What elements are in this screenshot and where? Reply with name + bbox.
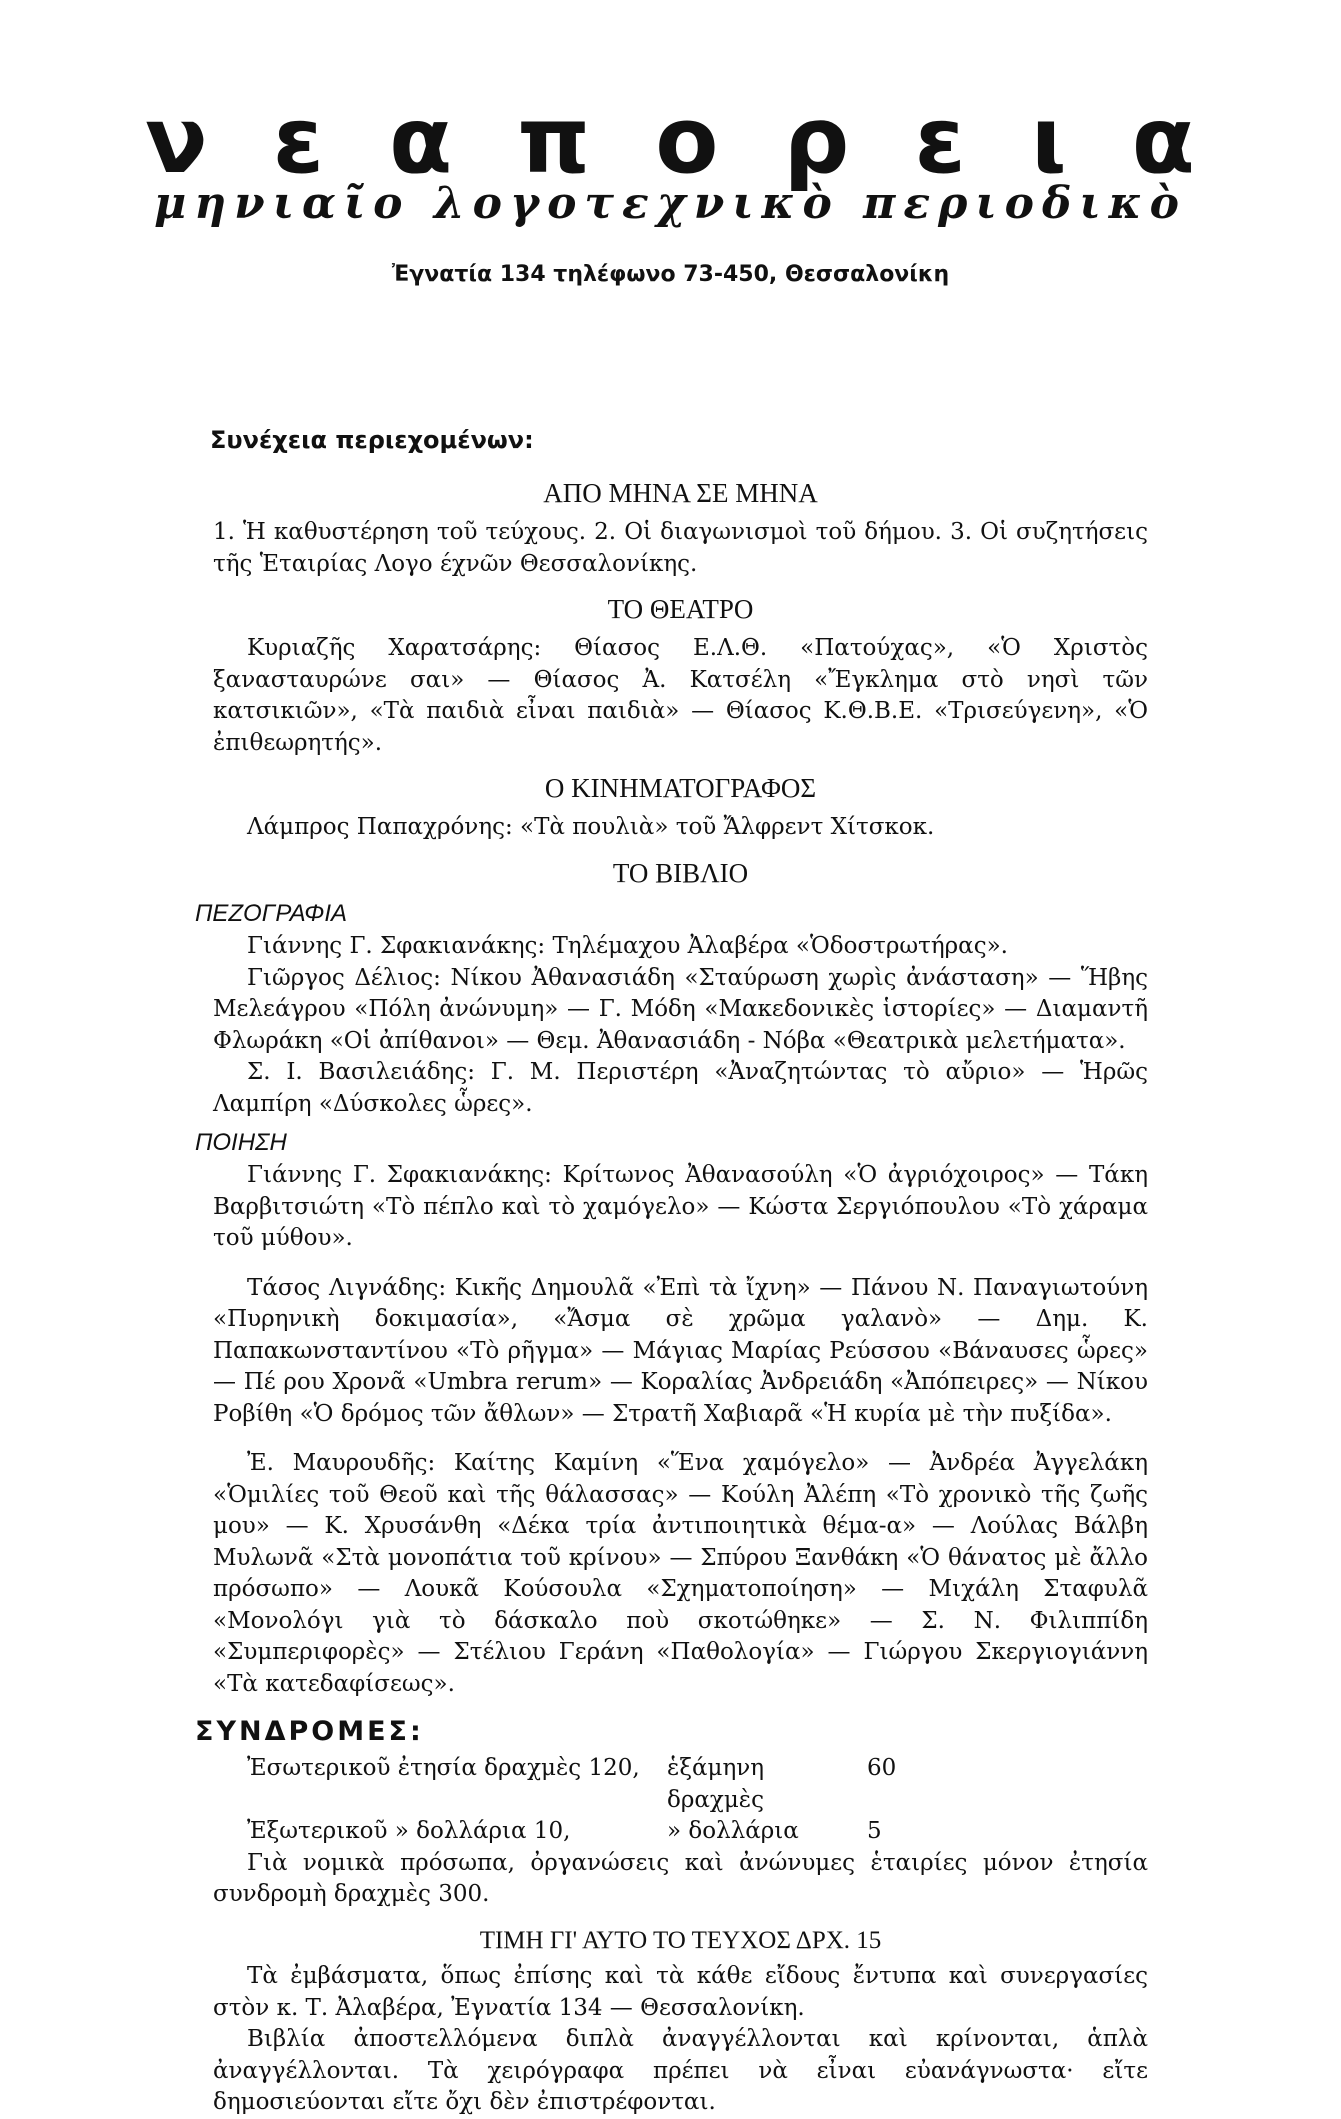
review-entry: Γιάννης Γ. Σφακιανάκης: Τηλέμαχου Ἀλαβέρα «Ὁδοστρωτήρας». <box>247 933 1008 960</box>
section-text-theatre: Κυριαζῆς Χαρατσάρης: Θίασος Ε.Λ.Θ. «Πατούχας», «Ὁ Χριστὸς ξανασταυρώνε σαι» — Θίασος Ἀ. Κατσέλη «Ἔγκλημα στὸ νησὶ τῶν κατσικιῶν», «Τὰ παιδιὰ εἶναι παιδιὰ» — Θίασος Κ.Θ.Β.Ε. «Τρισεύγενη», «Ὁ ἐπιθεωρητής». <box>213 635 1148 756</box>
section-text-cinema: Λάμπρος Παπαχρόνης: «Τὰ πουλιὰ» τοῦ Ἄλφρεντ Χίτσκοκ. <box>247 814 935 841</box>
review-entry: Τάσος Λιγνάδης: Κικῆς Δημουλᾶ «Ἐπὶ τὰ ἴχνη» — Πάνου Ν. Παναγιωτούνη «Πυρηνικὴ δοκιμασία», «Ἄσμα σὲ χρῶμα γαλανὸ» — Δημ. Κ. Παπακωνσταντίνου «Τὸ ρῆγμα» — Μάγιας Μαρίας Ρεύσσου «Βάναυσες ὧρες» — Πέ ρου Χρονᾶ «Umbra rerum» — Κοραλίας Ἀνδρειάδη «Ἀπόπειρες» — Νίκου Ροβίθη «Ὁ δρόμος τῶν ἄθλων» — Στρατῆ Χαβιαρᾶ «Ἡ κυρία μὲ τὴν πυξίδα». <box>213 1274 1148 1427</box>
genre-heading-poetry: ΠΟΙΗΣΗ <box>195 1129 287 1157</box>
subscription-half-label: » δολλάρια <box>667 1818 799 1845</box>
subscription-half-value: 5 <box>867 1818 882 1845</box>
review-entry: Σ. Ι. Βασιλειάδης: Γ. Μ. Περιστέρη «Ἀναζητώντας τὸ αὔριο» — Ἡρῶς Λαμπίρη «Δύσκολες ὧρες». <box>213 1059 1148 1117</box>
masthead-address: Ἐγνατία 134 τηλέφωνο 73-450, Θεσσαλονίκη <box>391 262 950 287</box>
subscription-note: Γιὰ νομικὰ πρόσωπα, ὀργανώσεις καὶ ἀνώνυμες ἑταιρίες μόνον ἐτησία συνδρομὴ δραχμὲς 300. <box>213 1849 1148 1908</box>
masthead-letter: ο <box>655 87 719 194</box>
genre-heading-prose: ΠΕΖΟΓΡΑΦΙΑ <box>195 900 348 928</box>
subscription-label: Ἐσωτερικοῦ ἐτησία δραχμὲς 120, <box>247 1755 640 1782</box>
masthead-letter: α <box>389 87 453 194</box>
subscription-row <box>213 1753 1148 1816</box>
subscription-half-label: ἑξάμηνη δραχμὲς <box>667 1755 765 1813</box>
section-heading-theatre: ΤΟ ΘΕΑΤΡΟ <box>607 594 754 625</box>
review-entry: Γιῶργος Δέλιος: Νίκου Ἀθανασιάδη «Σταύρωση χωρὶς ἀνάσταση» — Ἥβης Μελεάγρου «Πόλη ἀνώνυμη» — Γ. Μόδη «Μακεδονικὲς ἱστορίες» — Διαμαντῆ Φλωράκη «Οἱ ἀπίθανοι» — Θεμ. Ἀθανασιάδη - Νόβα «Θεατρικὰ μελετήματα». <box>213 964 1148 1054</box>
subscription-row <box>213 1816 1148 1848</box>
subscriptions-heading: ΣΥΝΔΡΟΜΕΣ: <box>195 1716 424 1748</box>
masthead-letter: ρ <box>783 87 850 194</box>
subscription-label: Ἐξωτερικοῦ » δολλάρια 10, <box>247 1818 571 1845</box>
masthead-letter: π <box>517 87 591 194</box>
masthead-letter: ε <box>914 87 966 194</box>
review-entry: Γιάννης Γ. Σφακιανάκης: Κρίτωνος Ἀθανασούλη «Ὁ ἀγριόχοιρος» — Τάκη Βαρβιτσιώτη «Τὸ πέπλο καὶ τὸ χαμόγελο» — Κώστα Σεργιόπουλου «Τὸ χάραμα τοῦ μύθου». <box>213 1162 1148 1252</box>
section-text-month: 1. Ἡ καθυστέρηση τοῦ τεύχους. 2. Οἱ διαγωνισμοὶ τοῦ δήμου. 3. Οἱ συζητήσεις τῆς Ἑταιρίας Λογο έχνῶν Θεσσαλονίκης. <box>213 519 1148 577</box>
subscription-half-value: 60 <box>867 1755 897 1782</box>
section-heading-book: ΤΟ ΒΙΒΛΙΟ <box>612 857 749 888</box>
price-heading: ΤΙΜΗ ΓΙ' ΑΥΤΟ ΤΟ ΤΕΥΧΟΣ ΔΡΧ. 15 <box>479 1926 882 1954</box>
masthead-letter: α <box>1131 87 1195 194</box>
masthead-subtitle: μηνιαῖο λογοτεχνικὸ περιοδικὸ <box>153 178 1187 229</box>
masthead-letter: ν <box>145 87 208 194</box>
main-content <box>195 425 1148 2119</box>
masthead-letter: ε <box>272 87 324 194</box>
price-text: Βιβλία ἀποστελλόμενα διπλὰ ἀναγγέλλονται καὶ κρίνονται, ἁπλὰ ἀναγγέλλονται. Τὰ χειρόγραφα πρέπει νὰ εἶναι εὐανάγνωστα· εἴτε δημοσιεύονται εἴτε ὄχι δὲν ἐπιστρέφονται. <box>213 2026 1148 2116</box>
section-heading-cinema: Ο ΚΙΝΗΜΑΤΟΓΡΑΦΟΣ <box>544 773 817 804</box>
review-entry: Ἐ. Μαυρουδῆς: Καίτης Καμίνη «Ἕνα χαμόγελο» — Ἀνδρέα Ἀγγελάκη «Ὁμιλίες τοῦ Θεοῦ καὶ τῆς θάλασσας» — Κούλη Ἀλέπη «Τὸ χρονικὸ τῆς ζωῆς μου» — Κ. Χρυσάνθη «Δέκα τρία ἀντιποιητικὰ θέμα-α» — Λούλας Βάλβη Μυλωνᾶ «Στὰ μονοπάτια τοῦ κρίνου» — Σπύρου Ξανθάκη «Ὁ θάνατος μὲ ἄλλο πρόσωπο» — Λουκᾶ Κούσουλα «Σχηματοποίηση» — Μιχάλη Σταφυλᾶ «Μονολόγι γιὰ τὸ δάσκαλο ποὺ σκοτώθηκε» — Σ. Ν. Φιλιππίδη «Συμπεριφορὲς» — Στέλιου Γεράνη «Παθολογία» — Γιώργου Σκεργιογιάννη «Τὰ κατεδαφίσεως». <box>213 1450 1148 1697</box>
price-text: Τὰ ἐμβάσματα, ὅπως ἐπίσης καὶ τὰ κάθε εἴδους ἔντυπα καὶ συνεργασίες στὸν κ. Τ. Ἀλαβέρα, Ἐγνατία 134 — Θεσσαλονίκη. <box>213 1963 1148 2021</box>
masthead-letter: ι <box>1030 87 1067 194</box>
section-heading-month: ΑΠΟ ΜΗΝΑ ΣΕ ΜΗΝΑ <box>543 478 818 509</box>
contents-heading: Συνέχεια περιεχομένων: <box>210 426 534 454</box>
masthead-title <box>145 87 1195 194</box>
